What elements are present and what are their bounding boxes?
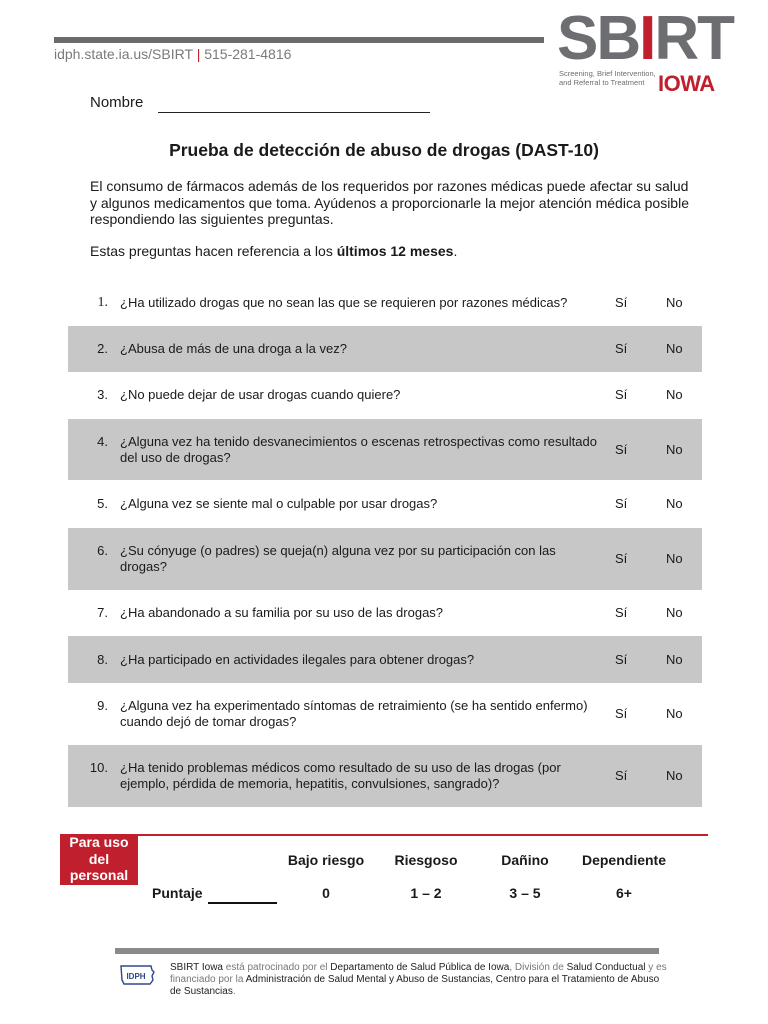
question-row — [68, 683, 702, 745]
question-text: ¿Abusa de más de una droga a la vez? — [120, 341, 347, 356]
question-text: ¿Ha tenido problemas médicos como resultado de su uso de las drogas (por ejemplo, pérdida de memoria, hepatitis, convulsiones, sangrado)? — [120, 760, 561, 791]
answer-yes[interactable]: Sí — [615, 387, 628, 402]
question-text: ¿Ha participado en actividades ilegales para obtener drogas? — [120, 652, 475, 667]
question-text: ¿No puede dejar de usar drogas cuando quiere? — [120, 387, 401, 402]
question-number: 3. — [97, 387, 108, 402]
sbirt-iowa-logo — [557, 4, 734, 96]
header-contact — [54, 46, 291, 62]
svg-text:IDPH: IDPH — [126, 972, 146, 981]
answer-no[interactable]: No — [666, 652, 683, 667]
level-low-risk: Bajo riesgo — [287, 852, 365, 868]
answer-no[interactable]: No — [666, 605, 683, 620]
staff-use-label: Para uso del personal — [60, 834, 138, 885]
score-field[interactable] — [208, 902, 277, 904]
question-number: 8. — [97, 652, 108, 667]
answer-no[interactable]: No — [666, 496, 683, 511]
range-dependent: 6+ — [616, 885, 632, 901]
header-separator: | — [196, 46, 201, 62]
question-text: ¿Su cónyuge (o padres) se queja(n) alguna vez por su participación con las drogas? — [120, 543, 556, 574]
answer-yes[interactable]: Sí — [615, 605, 628, 620]
question-number: 2. — [97, 341, 108, 356]
question-number: 4. — [97, 434, 108, 449]
footer-rule — [115, 948, 659, 954]
level-harmful: Dañino — [501, 852, 549, 868]
answer-yes[interactable]: Sí — [615, 295, 628, 310]
question-row — [68, 480, 702, 528]
intro-paragraph: El consumo de fármacos además de los requeridos por razones médicas puede afectar su salud y algunos medicamentos que toma. Ayúdenos a proporcionarle la mejor atención médica posible respondiendo las siguientes preguntas. — [90, 178, 689, 227]
question-row — [68, 372, 702, 418]
question-number: 5. — [97, 496, 108, 511]
score-label: Puntaje — [152, 885, 203, 901]
question-number: 7. — [97, 605, 108, 620]
question-row — [68, 419, 702, 480]
logo-state: IOWA — [658, 71, 715, 96]
question-row — [68, 745, 702, 807]
answer-no[interactable]: No — [666, 551, 683, 566]
answer-no[interactable]: No — [666, 442, 683, 457]
question-number: 10. — [89, 760, 108, 775]
range-harmful: 3 – 5 — [509, 885, 541, 901]
name-label: Nombre — [90, 94, 144, 111]
header-rule — [54, 37, 544, 43]
answer-no[interactable]: No — [666, 341, 683, 356]
name-field[interactable] — [158, 112, 430, 113]
header-url[interactable]: idph.state.ia.us/SBIRT — [54, 46, 193, 62]
question-row — [68, 590, 702, 636]
question-number: 1. — [97, 295, 108, 310]
idph-logo — [118, 962, 156, 988]
footer-text: SBIRT Iowa está patrocinado por el Departamento de Salud Pública de Iowa, División de Salud Conductual y es financiado por la Administración de Salud Mental y Abuso de Sustancias, Centro para el Tratamiento de Abuso de Sustancias. — [170, 962, 667, 997]
logo-tagline: Screening, Brief Intervention, and Referral to Treatment — [559, 69, 656, 87]
logo-wordmark: SBIRT — [557, 4, 734, 73]
answer-no[interactable]: No — [666, 295, 683, 310]
answer-yes[interactable]: Sí — [615, 652, 628, 667]
question-number: 9. — [97, 698, 108, 713]
scoring-divider — [130, 834, 708, 836]
question-row — [68, 528, 702, 590]
period-note: Estas preguntas hacen referencia a los últimos 12 meses. — [90, 243, 458, 259]
question-number: 6. — [97, 543, 108, 558]
range-risky: 1 – 2 — [410, 885, 442, 901]
question-text: ¿Alguna vez ha experimentado síntomas de retraimiento (se ha sentido enfermo) cuando dejó de tomar drogas? — [120, 698, 588, 729]
answer-no[interactable]: No — [666, 706, 683, 721]
answer-yes[interactable]: Sí — [615, 341, 628, 356]
question-text: ¿Alguna vez se siente mal o culpable por usar drogas? — [120, 496, 438, 511]
answer-yes[interactable]: Sí — [615, 551, 628, 566]
answer-yes[interactable]: Sí — [615, 768, 628, 783]
question-text: ¿Ha utilizado drogas que no sean las que se requieren por razones médicas? — [120, 295, 568, 310]
question-text: ¿Ha abandonado a su familia por su uso de las drogas? — [120, 605, 444, 620]
answer-yes[interactable]: Sí — [615, 706, 628, 721]
answer-yes[interactable]: Sí — [615, 496, 628, 511]
answer-yes[interactable]: Sí — [615, 442, 628, 457]
answer-no[interactable]: No — [666, 768, 683, 783]
level-dependent: Dependiente — [581, 852, 666, 868]
page-title: Prueba de detección de abuso de drogas (DAST-10) — [169, 140, 599, 160]
header-phone: 515-281-4816 — [204, 46, 292, 62]
question-row — [68, 636, 702, 683]
question-row — [68, 286, 702, 320]
range-low-risk: 0 — [322, 885, 330, 901]
level-risky: Riesgoso — [394, 852, 458, 868]
answer-no[interactable]: No — [666, 387, 683, 402]
question-text: ¿Alguna vez ha tenido desvanecimientos o escenas retrospectivas como resultado del uso de drogas? — [120, 434, 597, 465]
question-row — [68, 326, 702, 372]
